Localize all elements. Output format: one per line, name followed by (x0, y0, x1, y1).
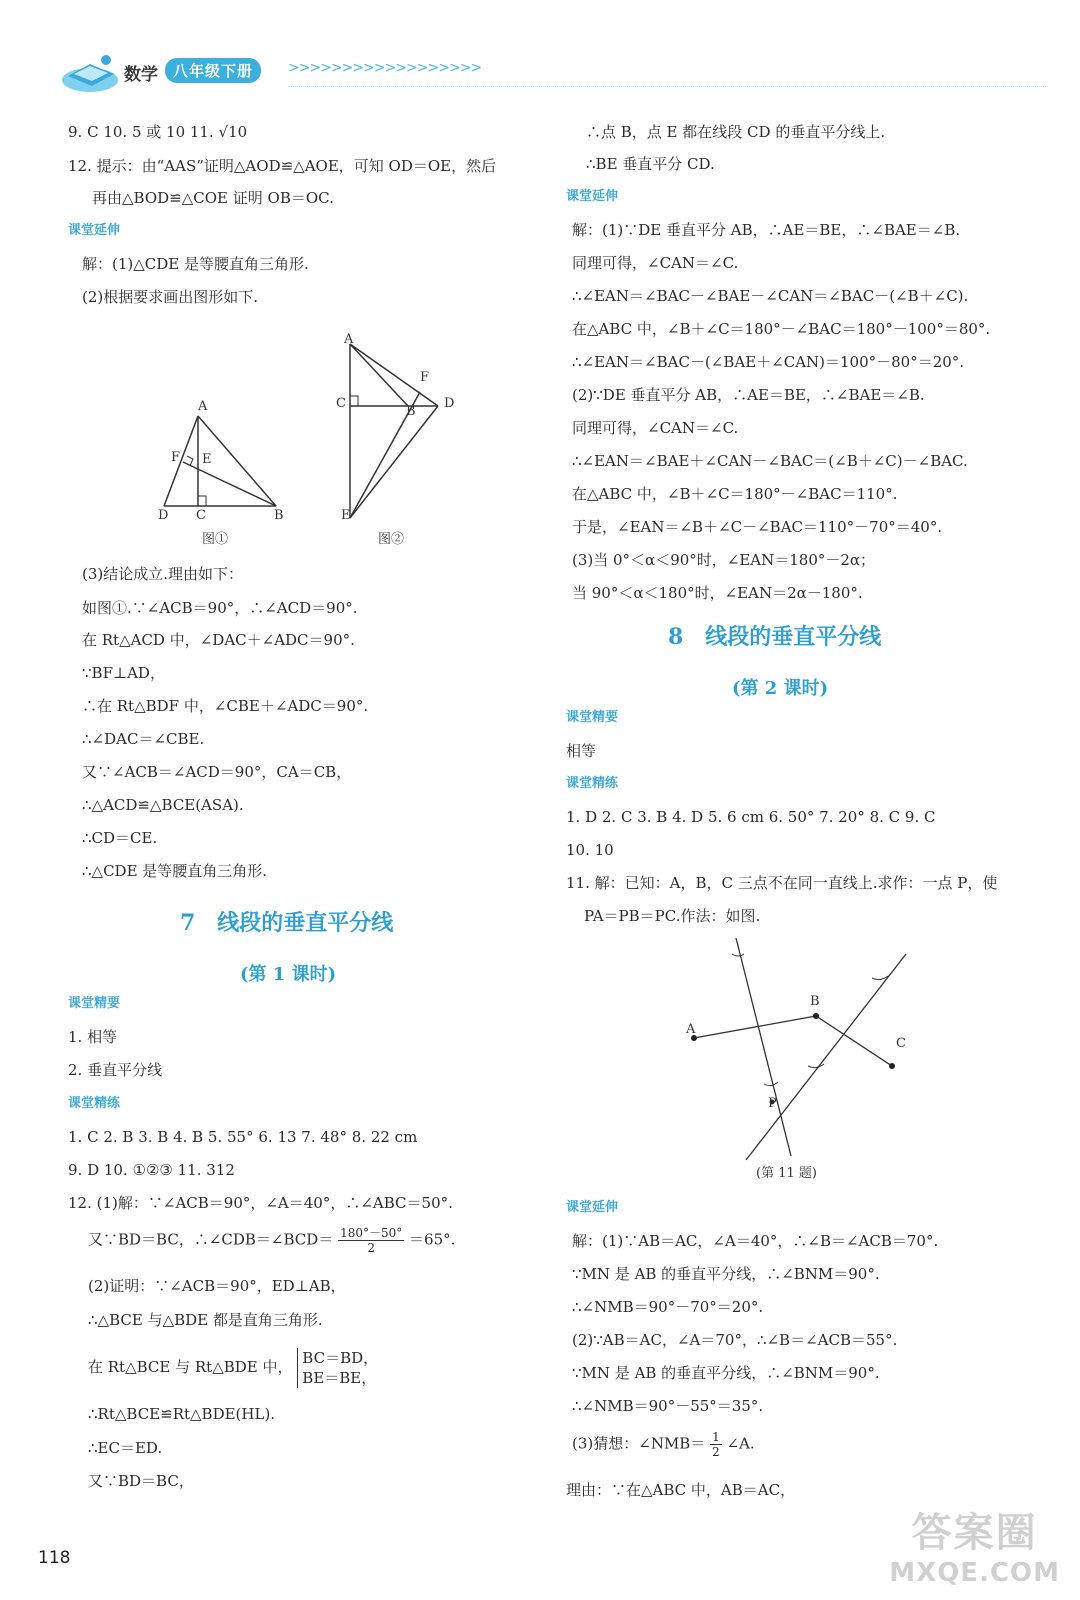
fig2-caption: 图② (378, 532, 405, 547)
answer-line: 在 Rt△BCE 与 Rt△BDE 中， BC＝BD， BE＝BE， (88, 1349, 379, 1387)
answer-line: ∵BF⊥AD， (82, 664, 165, 682)
answer-line: 12. (1)解：∵∠ACB＝90°，∠A＝40°，∴∠ABC＝50°. (68, 1194, 453, 1212)
fig1-label-D: D (158, 508, 169, 523)
section-heading: 课堂延伸 (566, 1200, 619, 1215)
answer-line: ∴∠DAC＝∠CBE. (82, 730, 205, 748)
answer-line: 同理可得，∠CAN＝∠C. (572, 419, 739, 437)
fig2-label-F: F (420, 370, 430, 385)
answer-line: ∴△ACD≌△BCE(ASA). (82, 796, 244, 814)
answer-line: 1. C 2. B 3. B 4. B 5. 55° 6. 13 7. 48° 8. 22 cm (68, 1128, 418, 1146)
section-heading: 课堂延伸 (566, 189, 619, 204)
answer-line: 9. C 10. 5 或 10 11. √10 (68, 123, 248, 141)
answer-line: (2)根据要求画出图形如下. (82, 288, 259, 306)
fig2-label-D: D (444, 396, 455, 411)
watermark-domain: MXQE.COM (889, 1558, 1060, 1588)
answer-line: 又∵∠ACB＝∠ACD＝90°，CA＝CB， (82, 763, 352, 781)
book-logo-icon (60, 50, 122, 96)
fig2-label-A: A (344, 332, 354, 347)
answer-line: ∴EC＝ED. (88, 1439, 163, 1457)
fig3-segment-AB (694, 1016, 816, 1038)
answer-line: 10. 10 (566, 841, 614, 859)
answer-line: PA＝PB＝PC.作法：如图. (584, 907, 761, 925)
fig3-caption: (第 11 题) (756, 1166, 817, 1181)
answer-line: (2)∵AB＝AC，∠A＝70°，∴∠B＝∠ACB＝55°. (572, 1331, 898, 1349)
answer-line: 再由△BOD≌△COE 证明 OB＝OC. (92, 189, 334, 207)
fig1-label-A: A (198, 399, 208, 414)
answer-line: ∴△CDE 是等腰直角三角形. (82, 862, 268, 880)
lesson-subtitle: (第 1 课时) (240, 964, 337, 985)
section-heading: 课堂精要 (68, 996, 121, 1011)
answer-line: (3)结论成立.理由如下： (82, 565, 244, 583)
answer-line: 解：(1)∵DE 垂直平分 AB，∴AE＝BE，∴∠BAE＝∠B. (572, 221, 961, 239)
fraction: $\frac{1}{2}$ (712, 1430, 720, 1459)
answer-line: 在 Rt△ACD 中，∠DAC＋∠ADC＝90°. (82, 631, 355, 649)
answer-line: 如图①.∵∠ACB＝90°，∴∠ACD＝90°. (82, 599, 358, 617)
fig1-right-angle-C (198, 496, 206, 506)
fig3-label-B: B (810, 994, 820, 1009)
answer-line: ∴∠EAN＝∠BAC－∠BAE－∠CAN＝∠BAC－(∠B＋∠C). (572, 287, 969, 305)
answer-line: ∴∠NMB＝90°－70°＝20°. (572, 1298, 764, 1316)
fig2-right-angle-C (350, 396, 358, 406)
answer-line: 1. 相等 (68, 1028, 118, 1046)
answer-line: 1. D 2. C 3. B 4. D 5. 6 cm 6. 50° 7. 20° 8. C 9. C (566, 808, 936, 826)
fig3-label-A: A (686, 1022, 696, 1037)
answer-line: 在△ABC 中，∠B＋∠C＝180°－∠BAC＝180°－100°＝80°. (572, 320, 991, 338)
subject-label: 数学 (124, 65, 158, 85)
answer-line: ∴∠NMB＝90°－55°＝35°. (572, 1397, 764, 1415)
answer-line: 11. 解：已知：A，B，C 三点不在同一直线上.求作：一点 P，使 (566, 874, 998, 892)
section-heading: 课堂延伸 (68, 223, 121, 238)
answer-line: 解：(1)∵AB＝AC，∠A＝40°，∴∠B＝∠ACB＝70°. (572, 1232, 939, 1250)
fig1-caption: 图① (202, 532, 229, 547)
fig1-line-AD (164, 416, 198, 506)
header-rule (288, 86, 1048, 88)
answer-line: ∴BE 垂直平分 CD. (586, 155, 715, 173)
fig3-arc-mark (764, 1082, 778, 1086)
fig3-label-P: P (768, 1096, 777, 1111)
fig3-point-C (889, 1063, 895, 1069)
fraction: $\frac{180^\circ-50^\circ}{2}$ (340, 1226, 403, 1255)
fig3-point-B (813, 1013, 819, 1019)
answer-line: ∴点 B，点 E 都在线段 CD 的垂直平分线上. (586, 123, 886, 141)
section-heading: 课堂精练 (566, 776, 619, 791)
fig1-label-F: F (171, 450, 181, 465)
fig3-arc-mark (872, 976, 888, 980)
fig2-label-C: C (336, 396, 346, 411)
fig2-line-AB (350, 344, 408, 406)
fig1-label-B: B (274, 508, 284, 523)
answer-line: ∴∠EAN＝∠BAE＋∠CAN－∠BAC＝(∠B＋∠C)－∠BAC. (572, 452, 968, 470)
answer-line: 2. 垂直平分线 (68, 1061, 163, 1079)
header-arrows: >>>>>>>>>>>>>>>>>> (288, 60, 482, 76)
answer-line: 又∵BD＝BC， (88, 1472, 194, 1490)
grade-badge: 八年级下册 (165, 58, 261, 83)
answer-line: ∴CD＝CE. (82, 829, 158, 847)
answer-line: (3)猜想：∠NMB＝ $\frac{1}{2}$ ∠A. (572, 1430, 755, 1459)
answer-line: ∴△BCE 与△BDE 都是直角三角形. (88, 1311, 323, 1329)
page-header (60, 50, 1040, 100)
answer-line: ∴∠EAN＝∠BAC－(∠BAE＋∠CAN)＝100°－80°＝20°. (572, 353, 965, 371)
answer-line: 在△ABC 中，∠B＋∠C＝180°－∠BAC＝110°. (572, 485, 898, 503)
answer-line: 又∵BD＝BC，∴∠CDB＝∠BCD＝ $\frac{180^\circ-50^\circ}{2}$ ＝65°. (88, 1226, 456, 1255)
equation-brace: BC＝BD， BE＝BE， (297, 1348, 378, 1388)
lesson-title-8: 8 线段的垂直平分线 (668, 624, 882, 650)
answer-line: 同理可得，∠CAN＝∠C. (572, 254, 739, 272)
lesson-title-7: 7 线段的垂直平分线 (180, 910, 394, 936)
fig3-perp-bisector-AB (736, 938, 791, 1156)
answer-line: (2)∵DE 垂直平分 AB，∴AE＝BE，∴∠BAE＝∠B. (572, 386, 925, 404)
answer-line: 于是，∠EAN＝∠B＋∠C－∠BAC＝110°－70°＝40°. (572, 518, 943, 536)
fig1-line-BF (183, 462, 276, 506)
answer-line: 解：(1)△CDE 是等腰直角三角形. (82, 255, 309, 273)
fig1-label-C: C (196, 508, 206, 523)
fig3-label-C: C (896, 1036, 906, 1051)
answer-line: 9. D 10. ①②③ 11. 312 (68, 1161, 235, 1179)
answer-line: (3)当 0°＜α＜90°时，∠EAN＝180°－2α； (572, 551, 876, 569)
fig3-perp-bisector-BC (746, 954, 906, 1160)
answer-line: ∴Rt△BCE≌Rt△BDE(HL). (88, 1405, 276, 1423)
answer-line: ∵MN 是 AB 的垂直平分线，∴∠BNM＝90°. (572, 1265, 880, 1283)
fig3-segment-BC (816, 1016, 892, 1066)
figure-2-diagram (340, 336, 450, 526)
fig3-arc-mark (732, 954, 744, 956)
fig2-line-ED (350, 406, 438, 518)
section-heading: 课堂精要 (566, 710, 619, 725)
watermark-logo-text: 答案圈 (911, 1510, 1038, 1556)
answer-line: (2)证明：∵∠ACB＝90°，ED⊥AB， (88, 1277, 346, 1295)
answer-line: 相等 (566, 742, 597, 760)
lesson-subtitle: (第 2 课时) (732, 678, 829, 699)
site-watermark (889, 1501, 1060, 1588)
answer-line: ∴在 Rt△BDF 中，∠CBE＋∠ADC＝90°. (82, 697, 369, 715)
fig2-label-E: E (341, 508, 351, 523)
fig1-label-E: E (202, 452, 212, 467)
fig2-label-B: B (406, 404, 416, 419)
fig3-arc-mark (808, 1064, 824, 1068)
answer-line: 当 90°＜α＜180°时，∠EAN＝2α－180°. (572, 584, 863, 602)
page-number: 118 (38, 1548, 71, 1568)
answer-line: 理由：∵在△ABC 中，AB＝AC， (566, 1481, 796, 1499)
section-heading: 课堂精练 (68, 1096, 121, 1111)
answer-line: 12. 提示：由“AAS”证明△AOD≌△AOE，可知 OD＝OE，然后 (68, 157, 497, 175)
answer-line: ∵MN 是 AB 的垂直平分线，∴∠BNM＝90°. (572, 1364, 880, 1382)
figure-11-construction (676, 932, 916, 1172)
